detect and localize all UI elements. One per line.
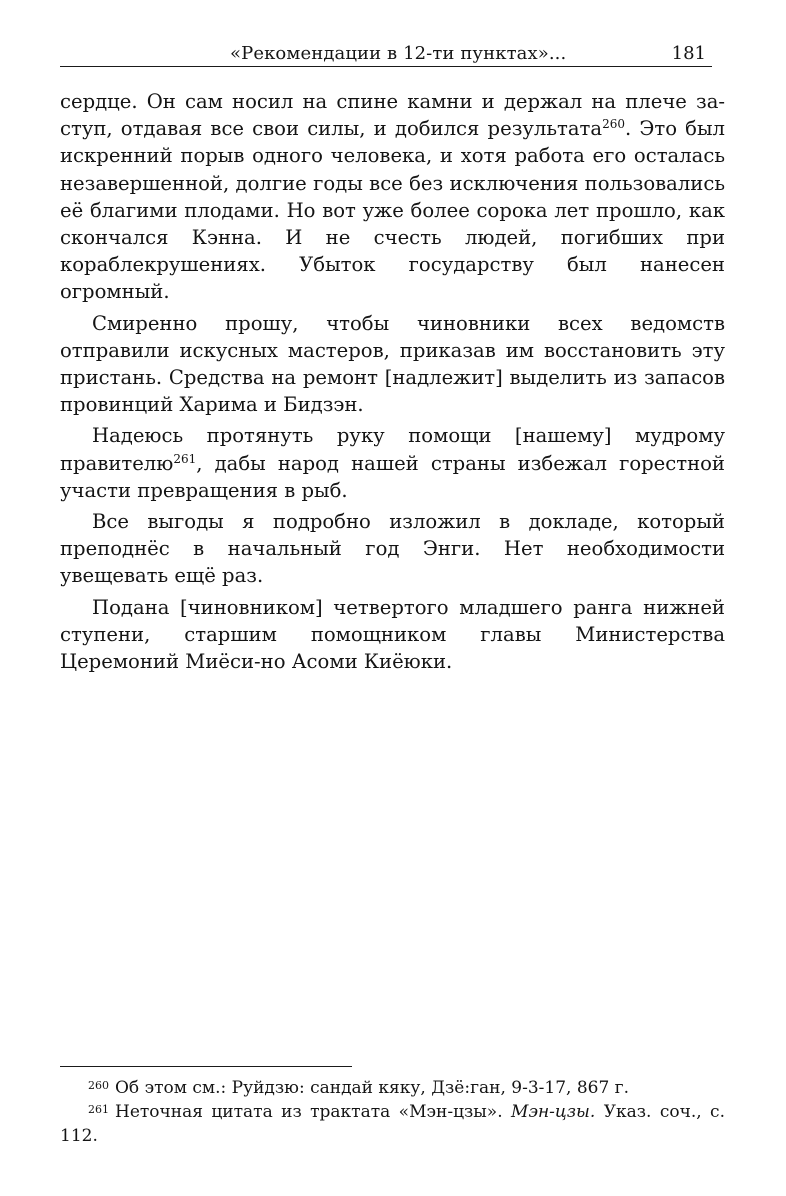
running-header	[60, 44, 712, 67]
footnote-ref[interactable]: 261	[173, 451, 197, 466]
paragraph	[60, 88, 725, 306]
footnote-italic-title: Мэн-цзы.	[511, 1102, 596, 1122]
footnote-text: Указ. соч., с. 112.	[60, 1102, 725, 1146]
footnote-text: Об этом см.: Руйдзю: сандай кяку, Дзё:ган, 9-3-17, 867 г.	[115, 1078, 629, 1098]
footnote-ref[interactable]: 260	[602, 117, 625, 132]
page-number: 181	[671, 43, 706, 64]
footnote	[60, 1100, 725, 1148]
paragraph	[60, 508, 725, 590]
main-text	[60, 88, 725, 679]
paragraph	[60, 594, 725, 676]
running-title: «Рекомендации в 12-ти пунктах»...	[230, 43, 567, 64]
paragraph-text: , дабы народ нашей страны избежал горестной участи превращения в рыб.	[60, 451, 725, 502]
paragraph-text: сердце. Он сам носил на спине камни и держал на плече за-ступ, отдавая все свои силы, и добился результата	[60, 90, 725, 141]
paragraph-text: Смиренно прошу, чтобы чиновники всех ведомств отправили искусных мастеров, приказав им восстановить эту пристань. Средства на ремонт [надлежит] выделить из запасов провинций Харима и Бидзэн.	[60, 311, 725, 417]
paragraph	[60, 422, 725, 504]
paragraph-text: Все выгоды я подробно изложил в докладе, который преподнёс в начальный год Энги. Нет необходимости увещевать ещё раз.	[60, 510, 725, 588]
footnotes	[60, 1076, 725, 1148]
paragraph	[60, 310, 725, 419]
paragraph-text: . Это был искренний порыв одного человека, и хотя работа его осталась незавершенной, долгие годы все без исключения пользовались её благими плодами. Но вот уже более сорока лет прошло, как скончался Кэнна. И не счесть людей, погибших при кораблекрушениях. Убыток государству был нанесен огромный.	[60, 117, 726, 304]
paragraph-text: Подана [чиновником] четвертого младшего ранга нижней ступени, старшим помощником главы Министерства Церемоний Миёси-но Асоми Киёюки.	[60, 595, 725, 674]
paragraph-text: Надеюсь протянуть руку помощи [нашему] мудрому правителю	[60, 424, 725, 475]
footnote-number: 261	[88, 1103, 109, 1116]
footnote-text: Неточная цитата из трактата «Мэн-цзы».	[115, 1102, 512, 1122]
footnote-divider	[60, 1066, 352, 1067]
footnote	[60, 1076, 725, 1100]
footnote-number: 260	[88, 1079, 109, 1092]
